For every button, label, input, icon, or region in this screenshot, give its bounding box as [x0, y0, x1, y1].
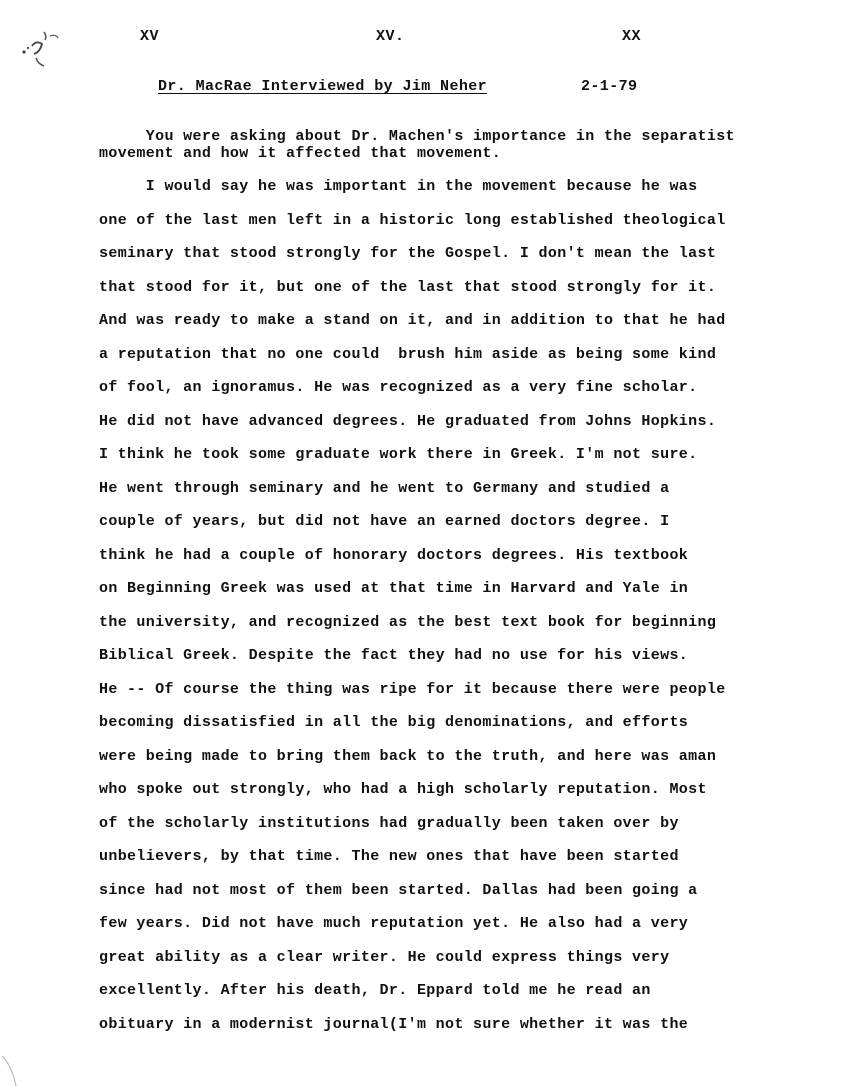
- answer-line: a reputation that no one could brush him aside as being some kind: [99, 345, 717, 363]
- answer-line: few years. Did not have much reputation yet. He also had a very: [99, 915, 689, 932]
- answer-line: that stood for it, but one of the last that stood strongly for it.: [99, 278, 717, 296]
- answer-line: were being made to bring them back to the truth, and here was aman: [99, 747, 717, 765]
- answer-line: who spoke out strongly, who had a high scholarly reputation. Most: [99, 781, 707, 798]
- corner-smudge-mark: [0, 1050, 30, 1090]
- header-number-left: XV: [140, 28, 160, 45]
- interview-question: [99, 128, 819, 162]
- header-number-right: XX: [622, 28, 642, 45]
- document-date: 2-1-79: [581, 78, 638, 95]
- answer-line: one of the last men left in a historic long established theological: [99, 211, 726, 229]
- answer-line: of the scholarly institutions had gradually been taken over by: [99, 814, 679, 832]
- answer-line: couple of years, but did not have an earned doctors degree. I: [99, 513, 670, 530]
- document-title: Dr. MacRae Interviewed by Jim Neher: [158, 78, 488, 95]
- answer-line: I would say he was important in the movement because he was: [99, 178, 698, 195]
- answer-line: He went through seminary and he went to Germany and studied a: [99, 479, 670, 497]
- answer-line: the university, and recognized as the best text book for beginning: [99, 613, 717, 631]
- answer-line: excellently. After his death, Dr. Eppard told me he read an: [99, 982, 651, 999]
- answer-line: think he had a couple of honorary doctors degrees. His textbook: [99, 546, 689, 564]
- header-number-center: XV.: [376, 28, 405, 45]
- answer-line: since had not most of them been started. Dallas had been going a: [99, 881, 698, 899]
- answer-line: becoming dissatisfied in all the big denominations, and efforts: [99, 714, 689, 731]
- answer-line: seminary that stood strongly for the Gospel. I don't mean the last: [99, 245, 717, 262]
- answer-line: He -- Of course the thing was ripe for it because there were people: [99, 680, 726, 698]
- question-line: movement and how it affected that movement.: [99, 145, 502, 162]
- answer-line: And was ready to make a stand on it, and in addition to that he had: [99, 312, 726, 329]
- answer-line: He did not have advanced degrees. He graduated from Johns Hopkins.: [99, 412, 717, 430]
- answer-line: Biblical Greek. Despite the fact they had no use for his views.: [99, 647, 689, 664]
- answer-line: unbelievers, by that time. The new ones that have been started: [99, 848, 679, 865]
- answer-line: on Beginning Greek was used at that time in Harvard and Yale in: [99, 580, 689, 597]
- margin-scribble-mark: [14, 24, 74, 74]
- question-line: You were asking about Dr. Machen's importance in the separatist: [99, 128, 735, 145]
- answer-line: great ability as a clear writer. He could express things very: [99, 948, 670, 966]
- answer-line: I think he took some graduate work there in Greek. I'm not sure.: [99, 446, 698, 463]
- answer-line: obituary in a modernist journal(I'm not sure whether it was the: [99, 1015, 689, 1033]
- answer-line: of fool, an ignoramus. He was recognized as a very fine scholar.: [99, 379, 698, 396]
- interview-answer: [99, 176, 819, 1047]
